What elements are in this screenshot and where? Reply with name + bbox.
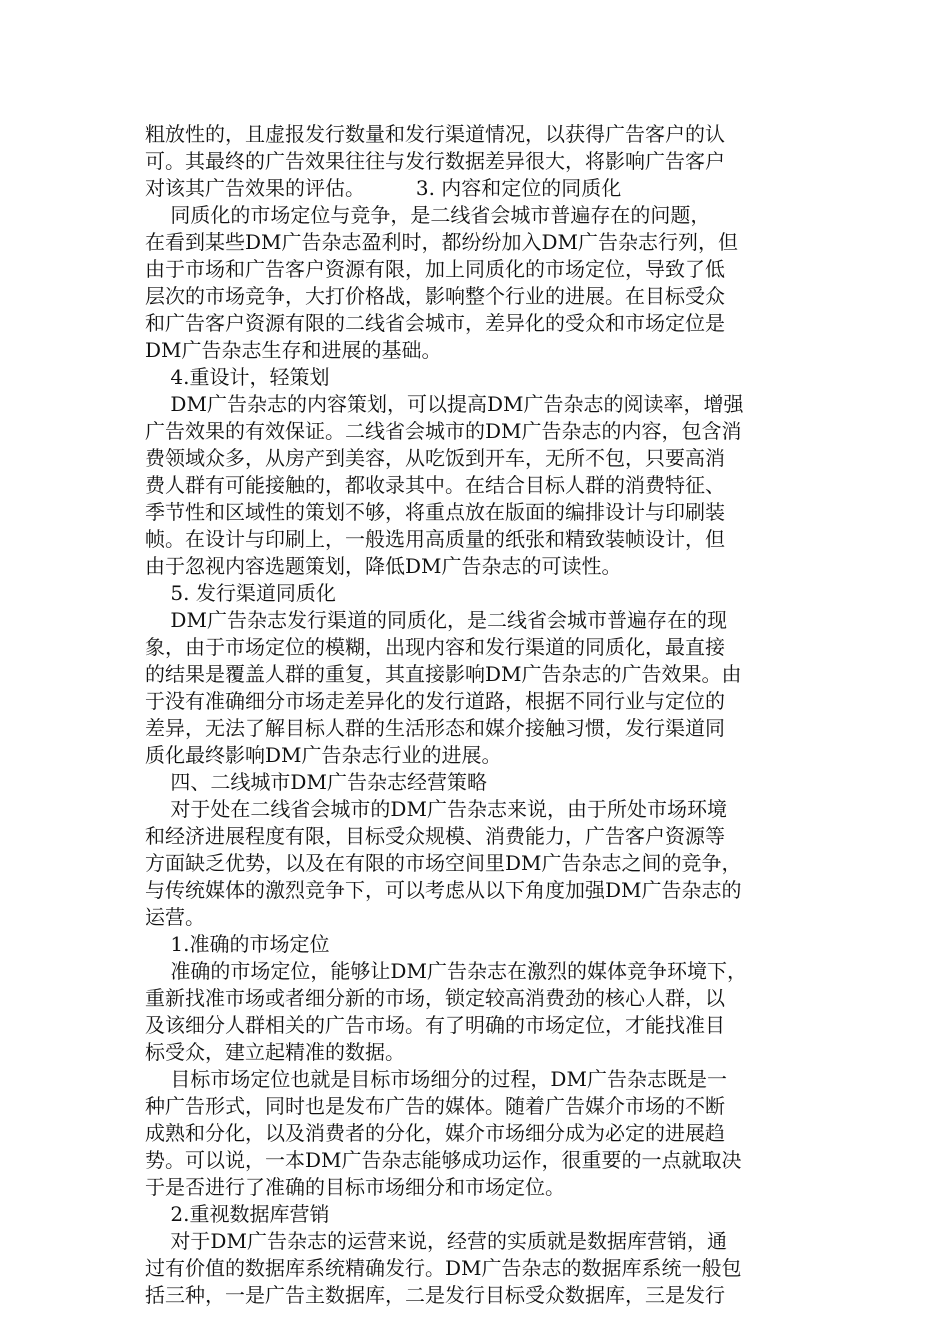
text-line: 层次的市场竞争，大打价格战，影响整个行业的进展。在目标受众: [145, 284, 725, 308]
text-line: 由于市场和广告客户资源有限，加上同质化的市场定位，导致了低: [145, 257, 725, 281]
text-line: 准确的市场定位，能够让DM广告杂志在激烈的媒体竞争环境下，: [145, 959, 747, 983]
text-line: 象，由于市场定位的模糊，出现内容和发行渠道的同质化，最直接: [145, 635, 725, 659]
text-line: 于是否进行了准确的目标市场细分和市场定位。: [145, 1175, 565, 1199]
text-line: 于没有准确细分市场走差异化的发行道路，根据不同行业与定位的: [145, 689, 725, 713]
text-line: 质化最终影响DM广告杂志行业的进展。: [145, 743, 502, 767]
text-line: 帧。在设计与印刷上，一般选用高质量的纸张和精致装帧设计，但: [145, 527, 725, 551]
text-line: 种广告形式，同时也是发布广告的媒体。随着广告媒介市场的不断: [145, 1094, 725, 1118]
document-body: [145, 121, 810, 1309]
text-line: 可。其最终的广告效果往往与发行数据差异很大，将影响广告客户: [145, 149, 725, 173]
text-line: 目标市场定位也就是目标市场细分的过程，DM广告杂志既是一: [145, 1067, 727, 1091]
text-line: 对于DM广告杂志的运营来说，经营的实质就是数据库营销，通: [145, 1229, 727, 1253]
text-line: 括三种，一是广告主数据库，二是发行目标受众数据库，三是发行: [145, 1283, 725, 1307]
text-line: 方面缺乏优势，以及在有限的市场空间里DM广告杂志之间的竞争，: [145, 851, 742, 875]
text-line: 重新找准市场或者细分新的市场，锁定较高消费劲的核心人群，以: [145, 986, 725, 1010]
text-line: 对于处在二线省会城市的DM广告杂志来说，由于所处市场环境: [145, 797, 727, 821]
text-line: 和经济进展程度有限，目标受众规模、消费能力，广告客户资源等: [145, 824, 725, 848]
text-line: 四、二线城市DM广告杂志经营策略: [145, 770, 487, 794]
text-line: 对该其广告效果的评估。 3. 内容和定位的同质化: [145, 176, 622, 200]
text-line: DM广告杂志的内容策划，可以提高DM广告杂志的阅读率，增强: [145, 392, 744, 416]
text-line: 成熟和分化，以及消费者的分化，媒介市场细分成为必定的进展趋: [145, 1121, 725, 1145]
text-line: 和广告客户资源有限的二线省会城市，差异化的受众和市场定位是: [145, 311, 725, 335]
text-line: 过有价值的数据库系统精确发行。DM广告杂志的数据库系统一般包: [145, 1256, 742, 1280]
text-line: 势。可以说，一本DM广告杂志能够成功运作，很重要的一点就取决: [145, 1148, 742, 1172]
text-line: 由于忽视内容选题策划，降低DM广告杂志的可读性。: [145, 554, 622, 578]
text-line: DM广告杂志发行渠道的同质化，是二线省会城市普遍存在的现: [145, 608, 727, 632]
text-line: DM广告杂志生存和进展的基础。: [145, 338, 442, 362]
text-line: 同质化的市场定位与竞争，是二线省会城市普遍存在的问题，: [145, 203, 711, 227]
text-line: 运营。: [145, 905, 205, 929]
text-line: 费领域众多，从房产到美容，从吃饭到开车，无所不包，只要高消: [145, 446, 725, 470]
text-line: 在看到某些DM广告杂志盈利时，都纷纷加入DM广告杂志行列，但: [145, 230, 739, 254]
text-line: 的结果是覆盖人群的重复，其直接影响DM广告杂志的广告效果。由: [145, 662, 742, 686]
text-line: 1.准确的市场定位: [145, 932, 330, 956]
text-line: 5. 发行渠道同质化: [145, 581, 336, 605]
text-line: 广告效果的有效保证。二线省会城市的DM广告杂志的内容，包含消: [145, 419, 742, 443]
text-line: 费人群有可能接触的，都收录其中。在结合目标人群的消费特征、: [145, 473, 725, 497]
text-line: 标受众，建立起精准的数据。: [145, 1040, 405, 1064]
text-line: 与传统媒体的激烈竞争下，可以考虑从以下角度加强DM广告杂志的: [145, 878, 742, 902]
text-line: 2.重视数据库营销: [145, 1202, 330, 1226]
text-line: 粗放性的，且虚报发行数量和发行渠道情况，以获得广告客户的认: [145, 122, 725, 146]
text-line: 季节性和区域性的策划不够，将重点放在版面的编排设计与印刷装: [145, 500, 725, 524]
text-line: 4.重设计，轻策划: [145, 365, 330, 389]
text-line: 及该细分人群相关的广告市场。有了明确的市场定位，才能找准目: [145, 1013, 725, 1037]
text-line: 差异，无法了解目标人群的生活形态和媒介接触习惯，发行渠道同: [145, 716, 725, 740]
